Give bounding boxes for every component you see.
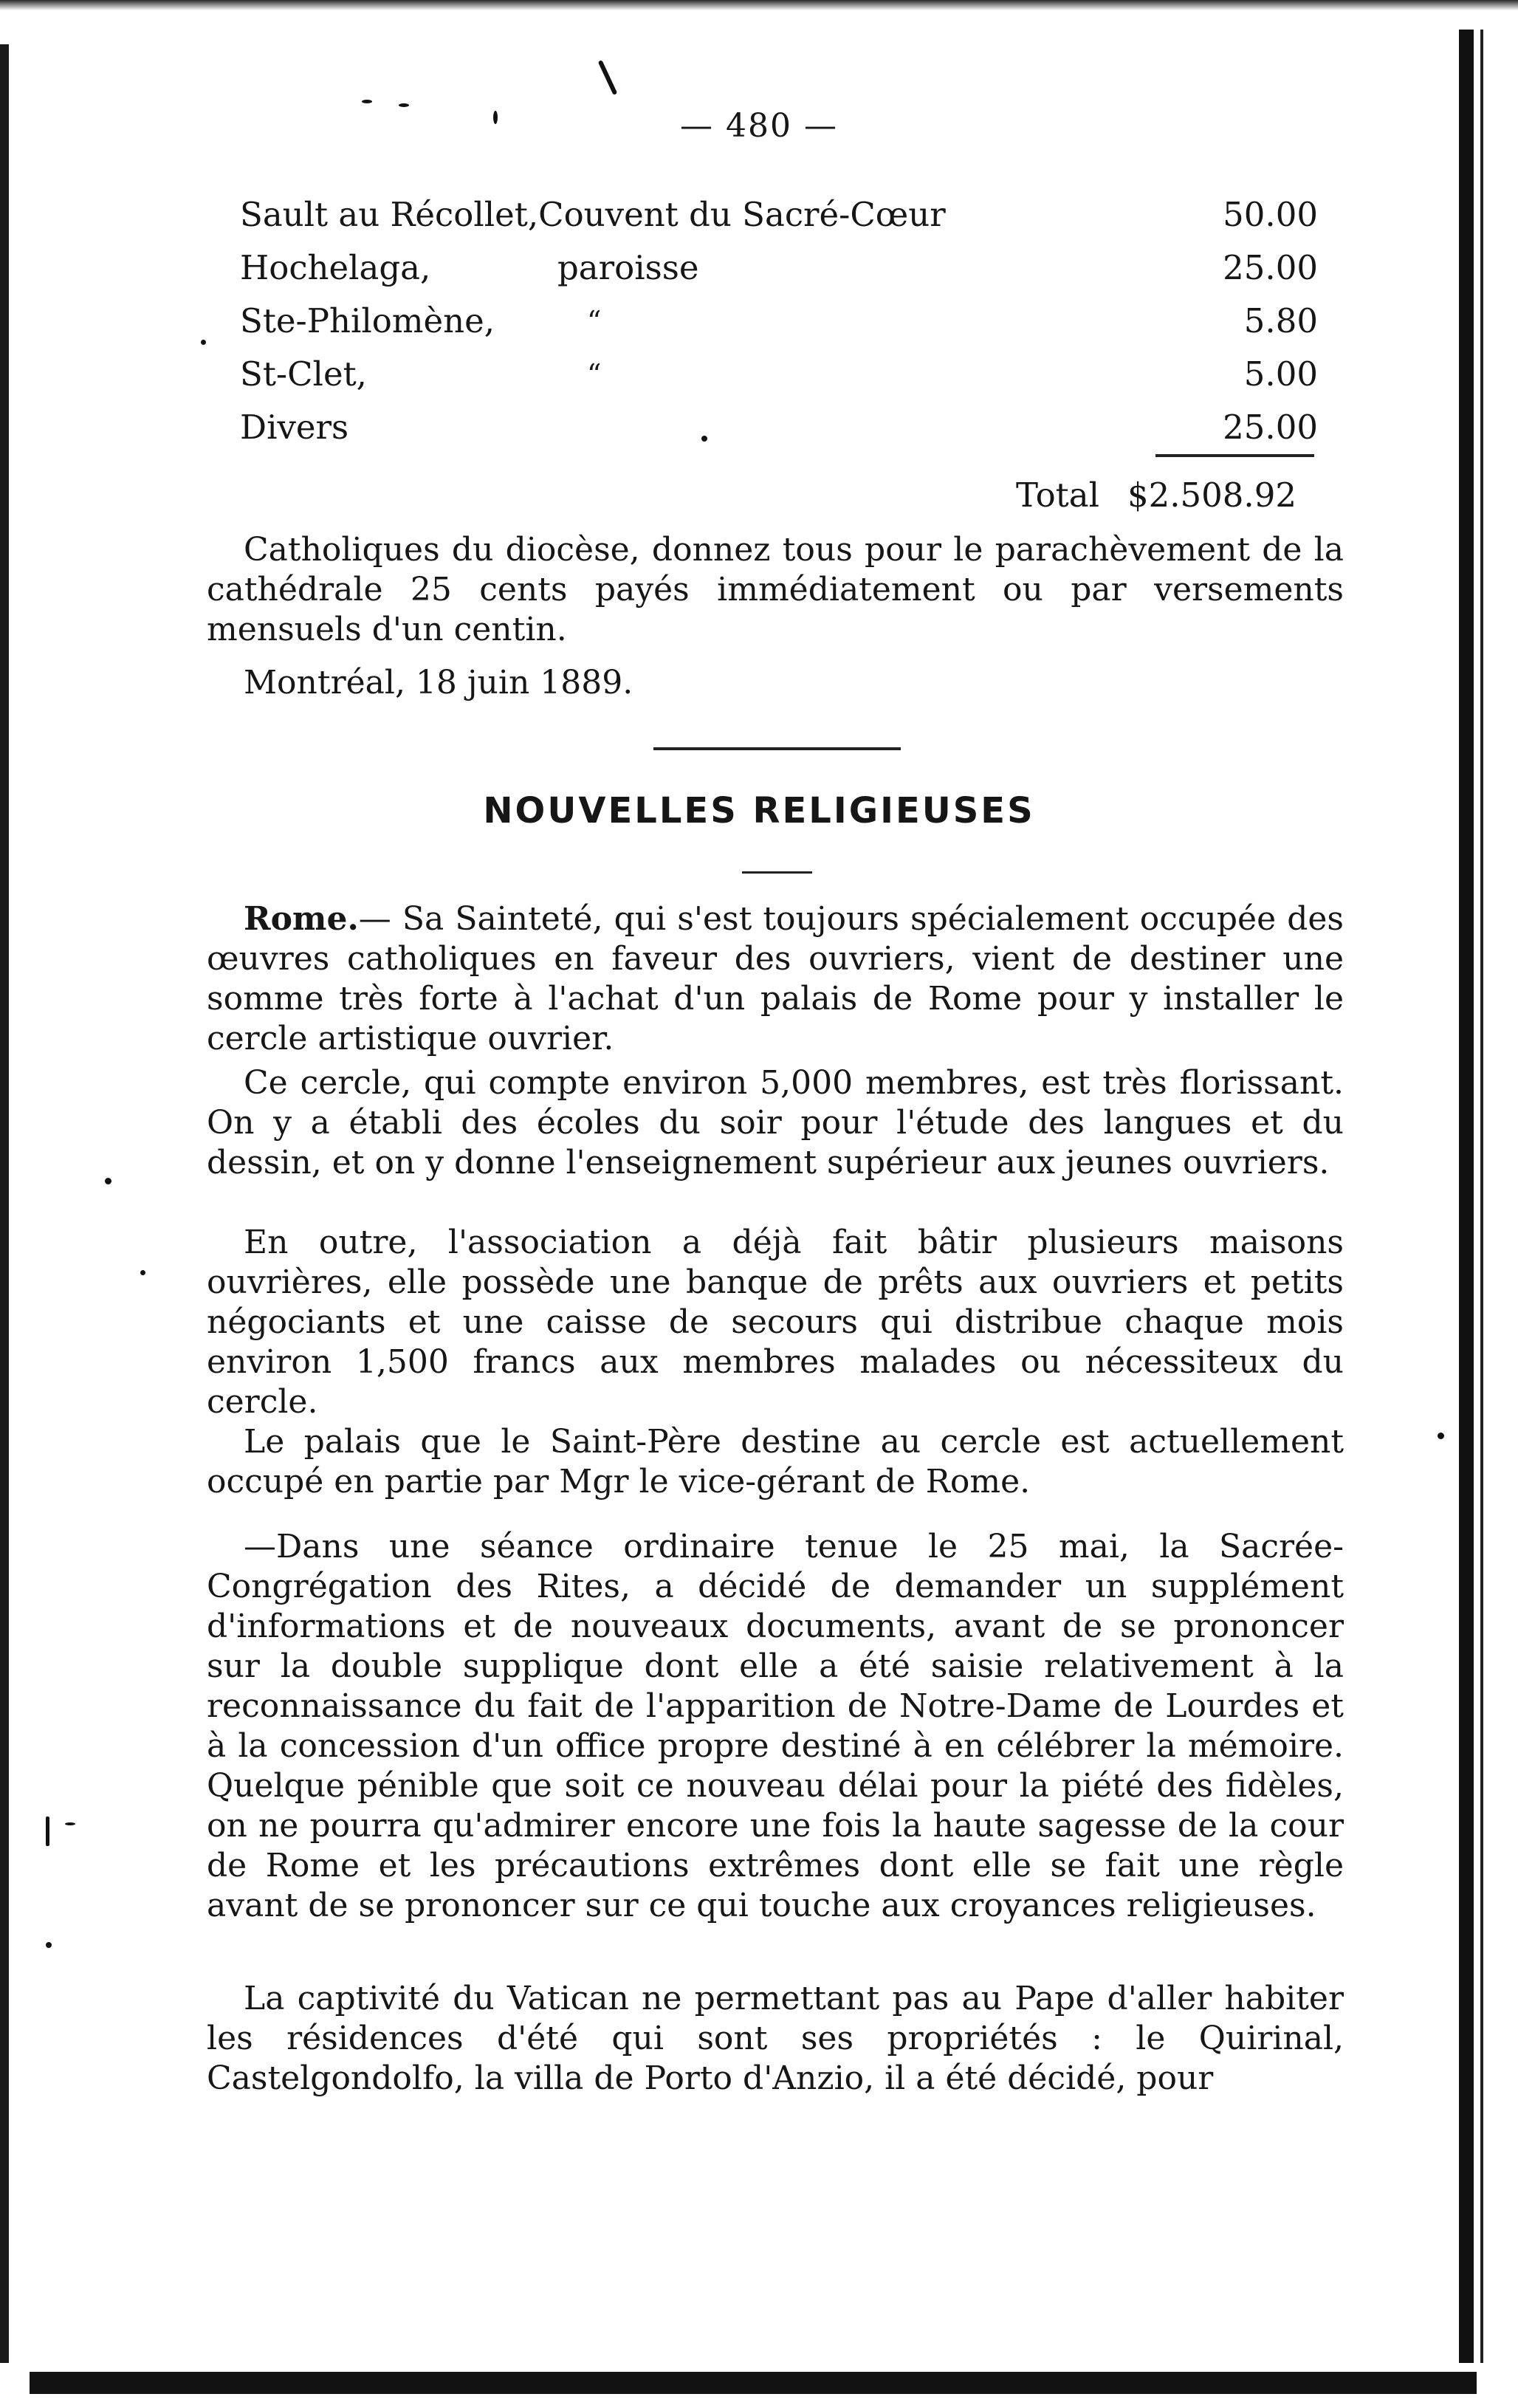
scan-edge-bottom	[30, 2372, 1477, 2394]
scan-speck	[65, 1822, 75, 1825]
scan-edge-left	[0, 44, 9, 2363]
scan-speck	[46, 1817, 49, 1846]
scan-speck	[362, 100, 372, 103]
scan-speck	[598, 60, 618, 95]
donation-place: Hochelaga,	[240, 248, 431, 287]
donation-row	[240, 348, 1318, 401]
page-number: — 480 —	[680, 107, 838, 145]
total-label: Total	[1016, 476, 1099, 515]
donation-place: Divers	[240, 408, 349, 447]
donation-row	[240, 295, 1318, 348]
scan-speck	[1438, 1433, 1444, 1439]
ditto-mark: “	[587, 358, 602, 391]
donation-amount: 50.00	[1223, 195, 1318, 234]
lead-word: Rome.	[244, 900, 359, 938]
total-line	[1016, 469, 1297, 522]
scan-speck	[105, 1178, 111, 1184]
article-paragraph: Le palais que le Saint-Père destine au cercle est actuellement occupé en partie par Mgr le vice-gérant de Rome.	[207, 1423, 1344, 1500]
total-value: $2.508.92	[1127, 476, 1297, 515]
scan-edge-top	[0, 0, 1518, 10]
appeal-paragraph: Catholiques du diocèse, donnez tous pour le parachèvement de la cathédrale 25 cents payés immédiatement ou par versements mensuels d'un centin.	[207, 531, 1344, 648]
section-separator	[653, 747, 901, 750]
donation-amount: 5.80	[1243, 301, 1318, 340]
donation-row	[240, 241, 1318, 295]
article-paragraph: La captivité du Vatican ne permettant pas au Pape d'aller habiter les résidences d'été qui sont ses propriétés : le Quirinal, Castelgondolfo, la villa de Porto d'Anzio, il a été décidé, pour	[207, 1980, 1344, 2097]
donation-place: Sault au Récollet,Couvent du Sacré-Cœur	[240, 195, 946, 234]
donation-place: Ste-Philomène,	[240, 301, 495, 340]
paragraph-text: — Sa Sainteté, qui s'est toujours spécialement occupée des œuvres catholiques en faveur des ouvriers, vient de destiner une somme très forte à l'achat d'un palais de Rome pour y installer le cercle artistique ouvrier.	[207, 900, 1344, 1057]
scan-speck	[140, 1270, 145, 1275]
donation-place: St-Clet,	[240, 354, 367, 394]
donation-amount: 25.00	[1223, 408, 1318, 447]
donation-list	[240, 188, 1318, 454]
title-underline	[742, 871, 812, 874]
donation-row	[240, 401, 1318, 454]
sum-rule	[1155, 454, 1314, 457]
ditto-mark: “	[587, 305, 602, 337]
article-paragraph: En outre, l'association a déjà fait bâtir plusieurs maisons ouvrières, elle possède une banque de prêts aux ouvriers et petits négociants et une caisse de secours qui distribue chaque mois environ 1,500 francs aux membres malades ou nécessiteux du cercle.	[207, 1224, 1344, 1421]
scan-edge-right	[1459, 30, 1474, 2363]
section-title: NOUVELLES RELIGIEUSES	[483, 790, 1035, 831]
donation-amount: 25.00	[1223, 248, 1318, 287]
scan-edge-right-inner	[1480, 30, 1483, 2363]
donation-kind: paroisse	[557, 248, 699, 287]
dateline: Montréal, 18 juin 1889.	[244, 664, 633, 702]
scan-speck	[201, 340, 206, 345]
donation-amount: 5.00	[1243, 354, 1318, 394]
article-paragraph	[207, 899, 1344, 1059]
article-paragraph: Ce cercle, qui compte environ 5,000 membres, est très florissant. On y a établi des écoles du soir pour l'étude des langues et du dessin, et on y donne l'enseignement supérieur aux jeunes ouvriers.	[207, 1064, 1344, 1181]
scan-speck	[46, 1942, 52, 1948]
donation-row	[240, 188, 1318, 241]
article-paragraph: —Dans une séance ordinaire tenue le 25 mai, la Sacrée-Congrégation des Rites, a décidé de demander un supplément d'informations et de nouveaux documents, avant de se prononcer sur la double supplique dont elle a été saisie relativement à la reconnaissance du fait de l'apparition de Notre-Dame de Lourdes et à la concession d'un office propre destiné à en célébrer la mémoire. Quelque pénible que soit ce nouveau délai pour la piété des fidèles, on ne pourra qu'admirer encore une fois la haute sagesse de la cour de Rome et les précautions extrêmes dont elle se fait une règle avant de se prononcer sur ce qui touche aux croyances religieuses.	[207, 1528, 1344, 1924]
